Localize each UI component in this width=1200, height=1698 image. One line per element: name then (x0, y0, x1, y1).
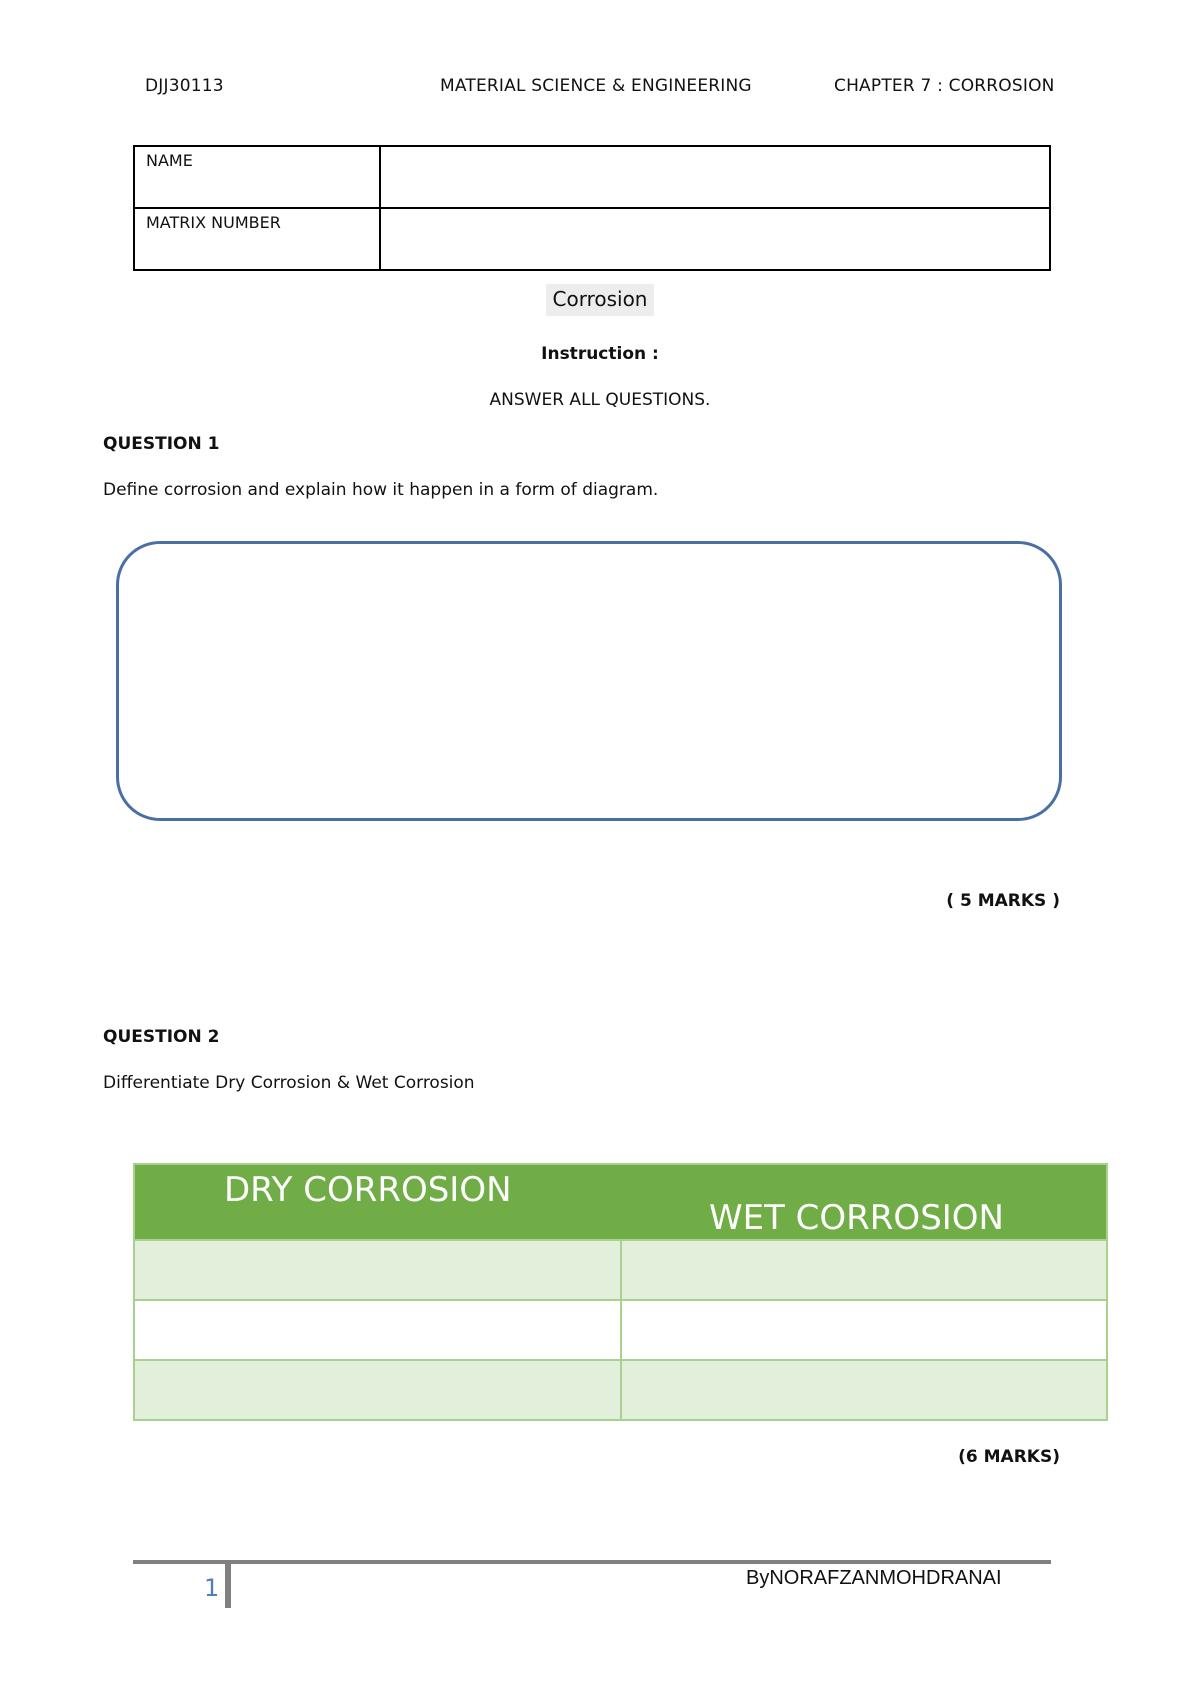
title-wrapper (0, 284, 1200, 316)
table-row (135, 1239, 1106, 1299)
question-2-text: Differentiate Dry Corrosion & Wet Corrosion (103, 1073, 475, 1093)
comparison-table-header (135, 1165, 1106, 1239)
matrix-number-field[interactable] (380, 208, 1050, 270)
name-label: NAME (134, 146, 380, 208)
dry-corrosion-header: DRY CORROSION (224, 1170, 512, 1210)
question-1-answer-box[interactable] (116, 541, 1062, 821)
course-title: MATERIAL SCIENCE & ENGINEERING (440, 76, 752, 96)
name-field[interactable] (380, 146, 1050, 208)
instruction-text: ANSWER ALL QUESTIONS. (489, 390, 711, 410)
comparison-table (133, 1163, 1108, 1421)
table-row (135, 1359, 1106, 1419)
course-code: DJJ30113 (145, 76, 224, 96)
question-2-title: QUESTION 2 (103, 1027, 220, 1047)
question-1-text: Define corrosion and explain how it happen in a form of diagram. (103, 480, 659, 500)
wet-corrosion-header: WET CORROSION (709, 1198, 1004, 1238)
table-row (134, 208, 1050, 270)
wet-corrosion-cell[interactable] (620, 1301, 1107, 1359)
footer-page-bar (225, 1560, 231, 1608)
page-title: Corrosion (546, 284, 655, 316)
student-info-table (133, 145, 1051, 271)
wet-corrosion-cell[interactable] (620, 1241, 1107, 1299)
wet-corrosion-cell[interactable] (620, 1361, 1107, 1419)
footer-divider (133, 1560, 1051, 1564)
matrix-number-label: MATRIX NUMBER (134, 208, 380, 270)
question-1-marks: ( 5 MARKS ) (946, 891, 1060, 911)
chapter-title: CHAPTER 7 : CORROSION (834, 76, 1055, 96)
dry-corrosion-cell[interactable] (135, 1361, 620, 1419)
footer-author: ByNORAFZANMOHDRANAI (746, 1567, 1002, 1589)
question-2-marks: (6 MARKS) (958, 1447, 1060, 1467)
question-1-title: QUESTION 1 (103, 434, 220, 454)
dry-corrosion-cell[interactable] (135, 1301, 620, 1359)
dry-corrosion-cell[interactable] (135, 1241, 620, 1299)
table-row (135, 1299, 1106, 1359)
table-row (134, 146, 1050, 208)
instruction-label: Instruction : (541, 344, 659, 364)
page-number: 1 (204, 1574, 220, 1602)
